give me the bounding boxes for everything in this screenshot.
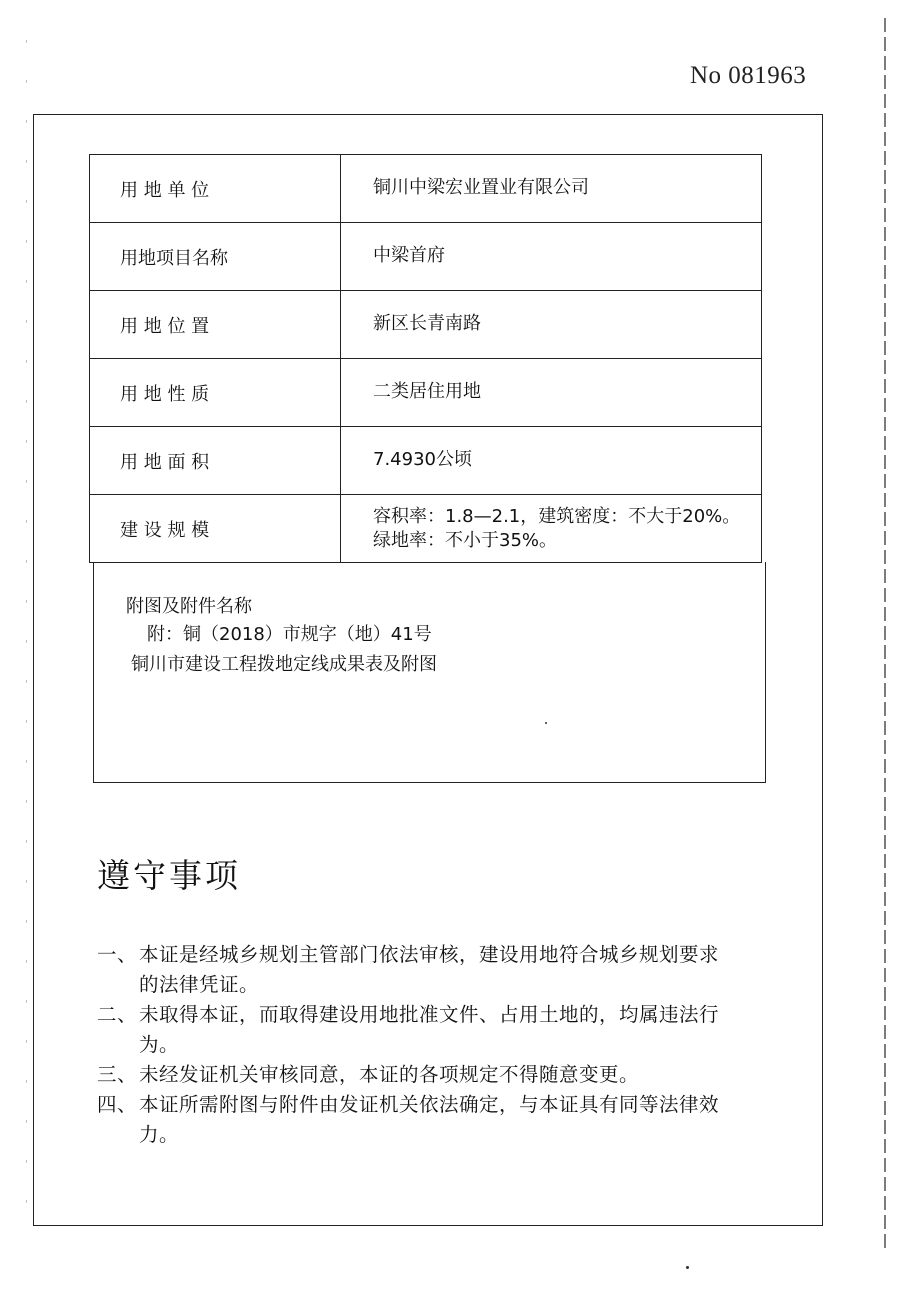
- serial-number: No 081963: [690, 62, 807, 89]
- land-use-table: [89, 154, 762, 563]
- scan-artifact-right: [884, 18, 886, 1248]
- notice-text-cont: 为。: [139, 1033, 180, 1056]
- attachments-box: [93, 562, 766, 783]
- attachments-line-2: 铜川市建设工程拨地定线成果表及附图: [131, 654, 437, 675]
- notice-number: 三、: [97, 1063, 138, 1086]
- notice-number: 一、: [97, 943, 138, 966]
- scan-speck: [545, 722, 547, 724]
- notice-text: 本证是经城乡规划主管部门依法审核，建设用地符合城乡规划要求: [139, 943, 720, 966]
- row-label-project-name: 用地项目名称: [90, 223, 341, 291]
- notice-number: 四、: [97, 1093, 138, 1116]
- notice-text: 本证所需附图与附件由发证机关依法确定，与本证具有同等法律效: [139, 1093, 720, 1116]
- notice-text-cont: 力。: [139, 1123, 180, 1146]
- notices-title: 遵守事项: [97, 856, 241, 895]
- row-value-unit: 铜川中梁宏业置业有限公司: [341, 155, 762, 223]
- table-row: [90, 291, 762, 359]
- attachments-title: 附图及附件名称: [126, 596, 252, 617]
- table-row: [90, 427, 762, 495]
- table-row: [90, 495, 762, 563]
- row-label-scale: 建 设 规 模: [90, 495, 341, 563]
- table-row: [90, 223, 762, 291]
- scale-line-2: 绿地率：不小于35%。: [373, 530, 558, 551]
- list-item: [97, 1060, 787, 1090]
- row-value-area: 7.4930公顷: [341, 427, 762, 495]
- list-item: [97, 940, 787, 1000]
- row-label-unit: 用 地 单 位: [90, 155, 341, 223]
- row-label-nature: 用 地 性 质: [90, 359, 341, 427]
- row-label-area: 用 地 面 积: [90, 427, 341, 495]
- row-value-scale: [341, 495, 762, 563]
- list-item: [97, 1090, 787, 1150]
- scan-artifact-left: [26, 40, 27, 1240]
- notice-text: 未取得本证，而取得建设用地批准文件、占用土地的，均属违法行: [139, 1003, 720, 1026]
- row-value-nature: 二类居住用地: [341, 359, 762, 427]
- table-row: [90, 359, 762, 427]
- scale-line-1: 容积率：1.8—2.1，建筑密度：不大于20%。: [373, 506, 741, 527]
- notice-text: 未经发证机关审核同意，本证的各项规定不得随意变更。: [139, 1063, 640, 1086]
- row-value-location: 新区长青南路: [341, 291, 762, 359]
- attachments-line-1: 附：铜（2018）市规字（地）41号: [147, 624, 432, 645]
- notice-text-cont: 的法律凭证。: [139, 973, 260, 996]
- notices-list: [97, 940, 787, 1150]
- row-value-project-name: 中梁首府: [341, 223, 762, 291]
- table-row: [90, 155, 762, 223]
- notice-number: 二、: [97, 1003, 138, 1026]
- list-item: [97, 1000, 787, 1060]
- row-label-location: 用 地 位 置: [90, 291, 341, 359]
- scan-speck: [686, 1266, 689, 1269]
